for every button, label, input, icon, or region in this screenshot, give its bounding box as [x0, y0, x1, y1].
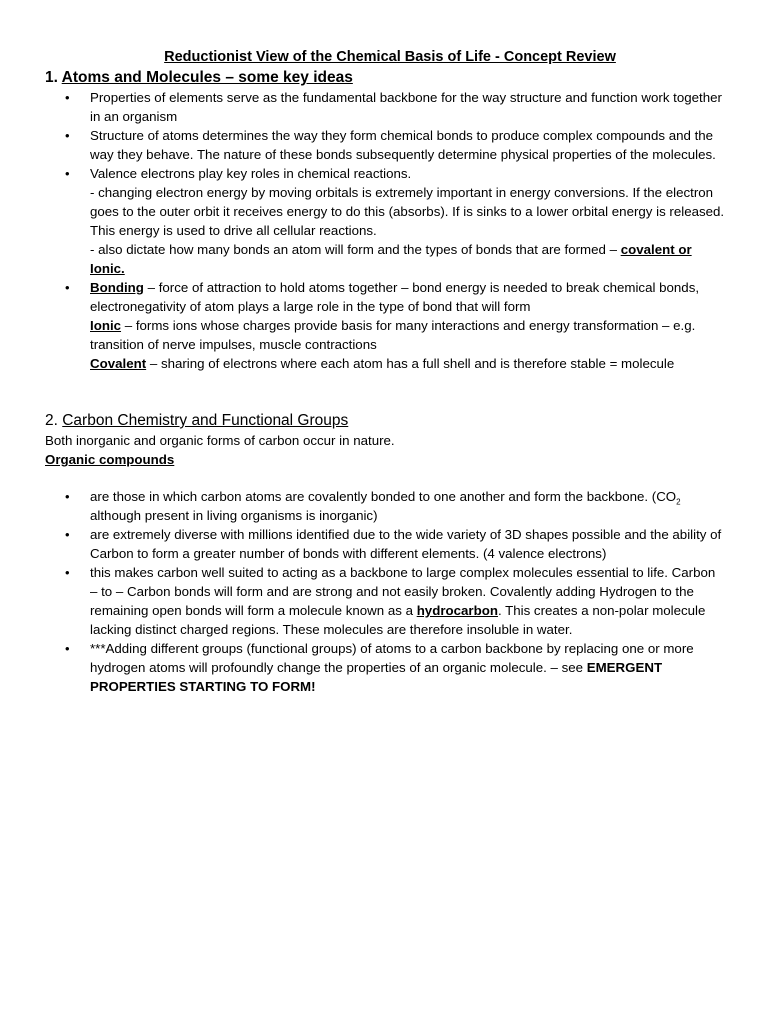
section-1-heading: [45, 68, 725, 88]
covalent-term: Covalent: [90, 356, 147, 371]
list-item-text: ***Adding different groups (functional groups) of atoms to a carbon backbone by replacing one or more hydrogen atoms will profoundly change the properties of an organic molecule. – see: [90, 641, 694, 675]
bonding-term: Bonding: [90, 280, 144, 295]
sub-point-energy: - changing electron energy by moving orbitals is extremely important in energy conversions. If the electron goes to the outer orbit it receives energy to do this (absorbs). If is sinks to a lower orbital energy is released. This energy is used to drive all cellular reactions.: [90, 185, 725, 238]
ionic-definition: [90, 316, 725, 354]
list-item-text: Valence electrons play key roles in chemical reactions.: [90, 166, 412, 181]
list-item-text-cont: although present in living organisms is inorganic): [90, 508, 378, 523]
covalent-ionic-emphasis: covalent or Ionic.: [90, 242, 692, 276]
spacer: [45, 469, 725, 487]
list-item-text: are extremely diverse with millions identified due to the wide variety of 3D shapes possible and the ability of Carbon to form a greater number of bonds with different elements. (4 valence electrons): [90, 527, 722, 561]
bullet-marker: •: [65, 128, 70, 143]
list-item: [45, 563, 725, 639]
spacer: [45, 373, 725, 411]
section-2-list: [45, 487, 725, 696]
sub-point-bonds: [90, 240, 725, 278]
list-item: [45, 88, 725, 126]
list-item-text: this makes carbon well suited to acting as a backbone to large complex molecules essential to life. Carbon – to – Carbon bonds will form and are strong and not easily broken. Covalently adding Hydrogen to the remaining open bonds will form a molecule known as a: [90, 565, 716, 618]
bullet-marker: •: [65, 166, 70, 181]
covalent-definition: [90, 354, 725, 373]
list-item: [45, 278, 725, 373]
list-item: [45, 164, 725, 278]
bonding-text: – force of attraction to hold atoms together – bond energy is needed to break chemical bonds, electronegativity of atom plays a large role in the type of bond that will form: [90, 280, 700, 314]
document-page: [45, 46, 725, 696]
list-item-text: Structure of atoms determines the way they form chemical bonds to produce complex compounds and the way they behave. The nature of these bonds subsequently determine physical properties of the molecules.: [90, 128, 716, 162]
subscript: 2: [676, 497, 681, 507]
section-1-list: [45, 88, 725, 373]
bullet-marker: •: [65, 641, 70, 656]
section-2-heading: [45, 411, 725, 431]
list-item-text: Properties of elements serve as the fundamental backbone for the way structure and function work together in an organism: [90, 90, 722, 124]
list-item: [45, 126, 725, 164]
list-item: [45, 639, 725, 696]
sub-point-bonds-text: - also dictate how many bonds an atom will form and the types of bonds that are formed –: [90, 242, 621, 257]
section-2-number: 2.: [45, 412, 63, 429]
section-1-title: Atoms and Molecules – some key ideas: [61, 69, 353, 86]
bullet-marker: •: [65, 489, 70, 504]
bullet-marker: •: [65, 565, 70, 580]
list-item: [45, 487, 725, 525]
bullet-marker: •: [65, 527, 70, 542]
bonding-definition: [90, 278, 725, 316]
list-item: [45, 525, 725, 563]
hydrocarbon-term: hydrocarbon: [416, 603, 498, 618]
bullet-marker: •: [65, 280, 70, 295]
covalent-text: – sharing of electrons where each atom has a full shell and is therefore stable = molecule: [146, 356, 675, 371]
bullet-marker: •: [65, 90, 70, 105]
ionic-text: – forms ions whose charges provide basis for many interactions and energy transformation – e.g. transition of nerve impulses, muscle contractions: [90, 318, 696, 352]
organic-compounds-subheading: Organic compounds: [45, 452, 175, 467]
list-item-text: are those in which carbon atoms are covalently bonded to one another and form the backbone. (CO: [90, 489, 677, 504]
section-1-number: 1.: [45, 69, 62, 86]
section-2-intro: Both inorganic and organic forms of carbon occur in nature.: [45, 433, 395, 448]
ionic-term: Ionic: [90, 318, 122, 333]
section-2-title: Carbon Chemistry and Functional Groups: [62, 412, 349, 429]
list-item-text-cont: . This creates a non-polar molecule lacking distinct charged regions. These molecules are therefore insoluble in water.: [90, 603, 706, 637]
emergent-properties-emphasis: EMERGENT PROPERTIES STARTING TO FORM!: [90, 660, 663, 694]
document-title: Reductionist View of the Chemical Basis of Life - Concept Review: [164, 49, 616, 65]
